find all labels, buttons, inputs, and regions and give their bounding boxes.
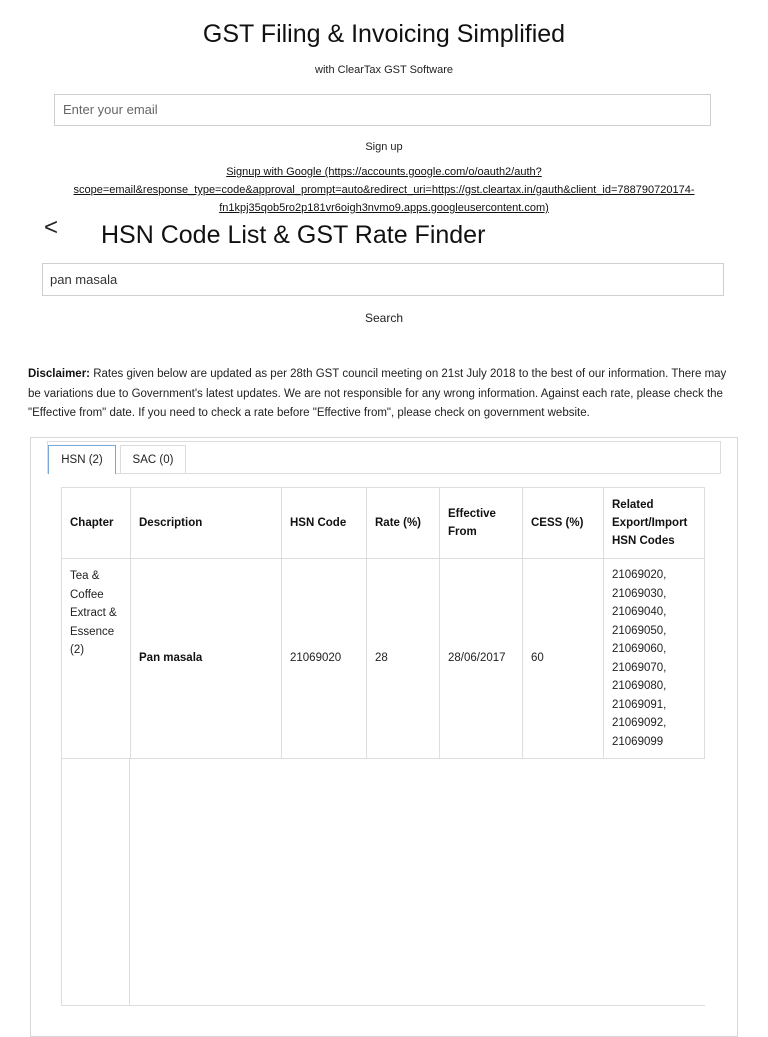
related-code: 21069050,: [612, 624, 667, 637]
header-related-codes: Related Export/Import HSN Codes: [604, 488, 705, 559]
related-code: 21069070,: [612, 661, 667, 674]
table-header-row: [62, 488, 705, 559]
email-input[interactable]: Enter your email: [54, 94, 711, 126]
disclaimer-label: Disclaimer:: [28, 368, 91, 380]
disclaimer: [28, 365, 730, 424]
related-code: 21069080,: [612, 680, 667, 692]
cell-description: Pan masala: [131, 559, 282, 759]
tab-sac[interactable]: SAC (0): [120, 445, 186, 474]
tab-hsn[interactable]: HSN (2): [48, 445, 116, 474]
back-chevron-icon[interactable]: <: [44, 214, 59, 241]
header-chapter: Chapter: [62, 488, 131, 559]
promo-subtitle: with ClearTax GST Software: [315, 64, 453, 76]
related-code: 21069020,: [612, 569, 667, 581]
header-cess: CESS (%): [523, 488, 604, 559]
cell-related-codes: [604, 559, 705, 759]
header-effective-from: Effective From: [440, 488, 523, 559]
search-button[interactable]: Search: [364, 311, 404, 325]
promo-title: GST Filing & Invoicing Simplified: [202, 20, 566, 48]
signup-button[interactable]: Sign up: [365, 141, 403, 153]
table-bottom-border: [61, 1005, 705, 1006]
related-code: 21069091,: [612, 698, 667, 711]
hsn-results-table: [61, 487, 705, 759]
disclaimer-text: Rates given below are updated as per 28th GST council meeting on 21st July 2018 to the best of our information. There may be variations due to Government's latest updates. We are not responsible for any wrong information. Against each rate, please check the "Effective from" date. If you need to check a rate before "Effective from", please check on government website.: [28, 368, 727, 419]
signup-with-google-link[interactable]: Signup with Google (https://accounts.google.com/o/oauth2/auth?scope=email&response_type=code&approval_prompt=auto&redirect_uri=https://gst.cleartax.in/gauth&client_id=788790720174-fn1kpj35qob5ro2p181vr6oigh3nvmo9.apps.googleusercontent.com): [73, 166, 695, 214]
related-code: 21069040,: [612, 606, 667, 618]
table-empty-area: [61, 759, 130, 1006]
header-description: Description: [131, 488, 282, 559]
page-title: HSN Code List & GST Rate Finder: [101, 221, 486, 249]
cell-chapter: Tea & Coffee Extract & Essence (2): [62, 559, 131, 759]
cell-cess: 60: [523, 559, 604, 759]
related-code: 21069092,: [612, 717, 667, 729]
related-code: 21069060,: [612, 643, 667, 655]
related-code: 21069030,: [612, 587, 667, 600]
header-hsn-code: HSN Code: [282, 488, 367, 559]
hsn-search-input[interactable]: pan masala: [42, 263, 724, 296]
cell-effective-from: 28/06/2017: [440, 559, 523, 759]
cell-rate: 28: [367, 559, 440, 759]
cell-hsn-code: 21069020: [282, 559, 367, 759]
related-code: 21069099: [612, 735, 664, 748]
table-row: [62, 559, 705, 759]
header-rate: Rate (%): [367, 488, 440, 559]
